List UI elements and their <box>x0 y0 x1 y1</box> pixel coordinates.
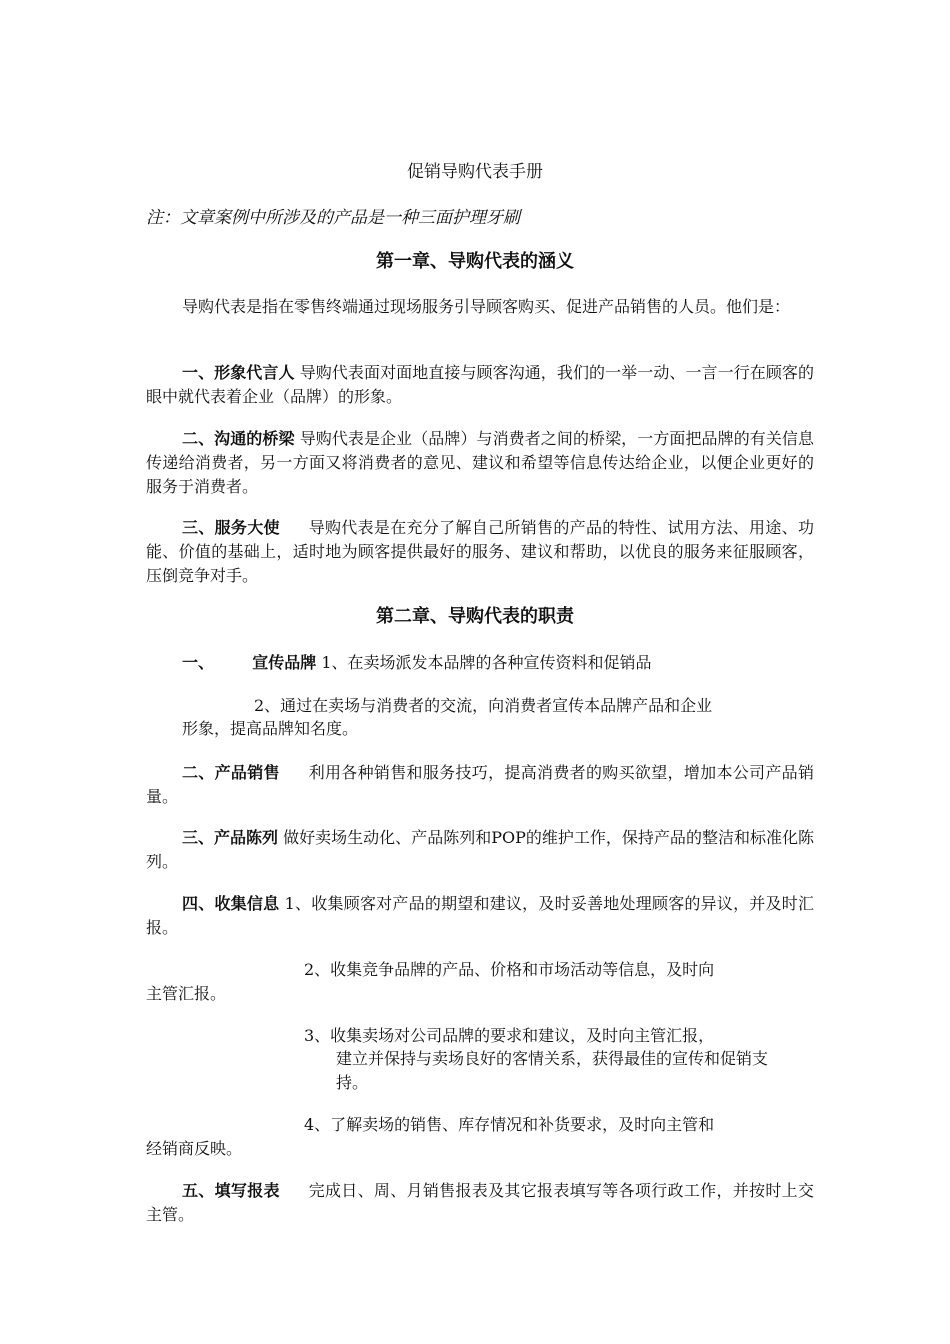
role-label: 二、沟通的桥梁 <box>182 429 295 448</box>
chapter-1-intro: 导购代表是指在零售终端通过现场服务引导顾客购买、促进产品销售的人员。他们是： <box>182 297 791 316</box>
duty-label: 三、产品陈列 <box>182 828 279 847</box>
role-label: 一、形象代言人 <box>182 363 295 382</box>
duty-label: 二、产品销售 <box>182 763 280 782</box>
duty-point-1: 1、在卖场派发本品牌的各种宣传资料和促销品 <box>321 653 652 672</box>
duty-brand-point-2: 2、通过在卖场与消费者的交流，向消费者宣传本品牌产品和企业 <box>254 696 713 715</box>
role-text: 导购代表是在充分了解自己所销售的产品的特性、试用方法、用途、功能、价值的基础上，适时地为顾客提供最好的服务、建议和帮助，以优良的服务来征服顾客，压倒竞争对手。 <box>146 518 814 585</box>
role-image-ambassador <box>146 361 814 409</box>
role-label: 三、服务大使 <box>182 518 280 537</box>
info-point-2-cont: 主管汇报。 <box>146 984 227 1003</box>
duty-label: 五、填写报表 <box>182 1181 280 1200</box>
duty-collect-info <box>146 892 814 940</box>
info-point-4: 4、了解卖场的销售、库存情况和补货要求，及时向主管和 <box>304 1115 715 1134</box>
duty-text: 做好卖场生动化、产品陈列和POP的维护工作，保持产品的整洁和标准化陈列。 <box>146 828 814 871</box>
duty-text: 完成日、周、月销售报表及其它报表填写等各项行政工作，并按时上交主管。 <box>146 1181 814 1224</box>
role-communication-bridge <box>146 427 814 499</box>
duty-product-sales <box>146 761 814 809</box>
role-service-ambassador <box>146 516 814 588</box>
chapter-1-heading: 第一章、导购代表的涵义 <box>376 251 574 272</box>
duty-label: 四、收集信息 <box>182 894 280 913</box>
document-title: 促销导购代表手册 <box>407 162 543 182</box>
role-text: 导购代表是企业（品牌）与消费者之间的桥梁，一方面把品牌的有关信息传递给消费者，另一方面又将消费者的意见、建议和希望等信息传达给企业，以便企业更好的服务于消费者。 <box>146 429 814 496</box>
info-point-2: 2、收集竞争品牌的产品、价格和市场活动等信息，及时向 <box>304 960 715 979</box>
duty-fill-reports <box>146 1179 814 1227</box>
duty-number: 一、 <box>182 653 215 672</box>
duty-label: 宣传品牌 <box>252 653 317 672</box>
document-note: 注：文章案例中所涉及的产品是一种三面护理牙刷 <box>146 208 520 228</box>
duty-point-1: 1、收集顾客对产品的期望和建议，及时妥善地处理顾客的异议，并及时汇报。 <box>146 894 814 937</box>
info-point-3-cont: 建立并保持与卖场良好的客情关系，获得最佳的宣传和促销支持。 <box>336 1049 769 1092</box>
chapter-2-heading: 第二章、导购代表的职责 <box>376 606 574 627</box>
duty-text: 利用各种销售和服务技巧，提高消费者的购买欲望，增加本公司产品销量。 <box>146 763 814 806</box>
duty-brand-point-2-cont: 形象，提高品牌知名度。 <box>182 719 359 738</box>
duty-brand-promotion <box>182 651 652 675</box>
duty-product-display <box>146 826 814 874</box>
info-point-3: 3、收集卖场对公司品牌的要求和建议，及时向主管汇报， <box>304 1026 715 1045</box>
role-text: 导购代表面对面地直接与顾客沟通，我们的一举一动、一言一行在顾客的眼中就代表着企业（品牌）的形象。 <box>146 363 814 406</box>
info-point-4-cont: 经销商反映。 <box>146 1139 243 1158</box>
